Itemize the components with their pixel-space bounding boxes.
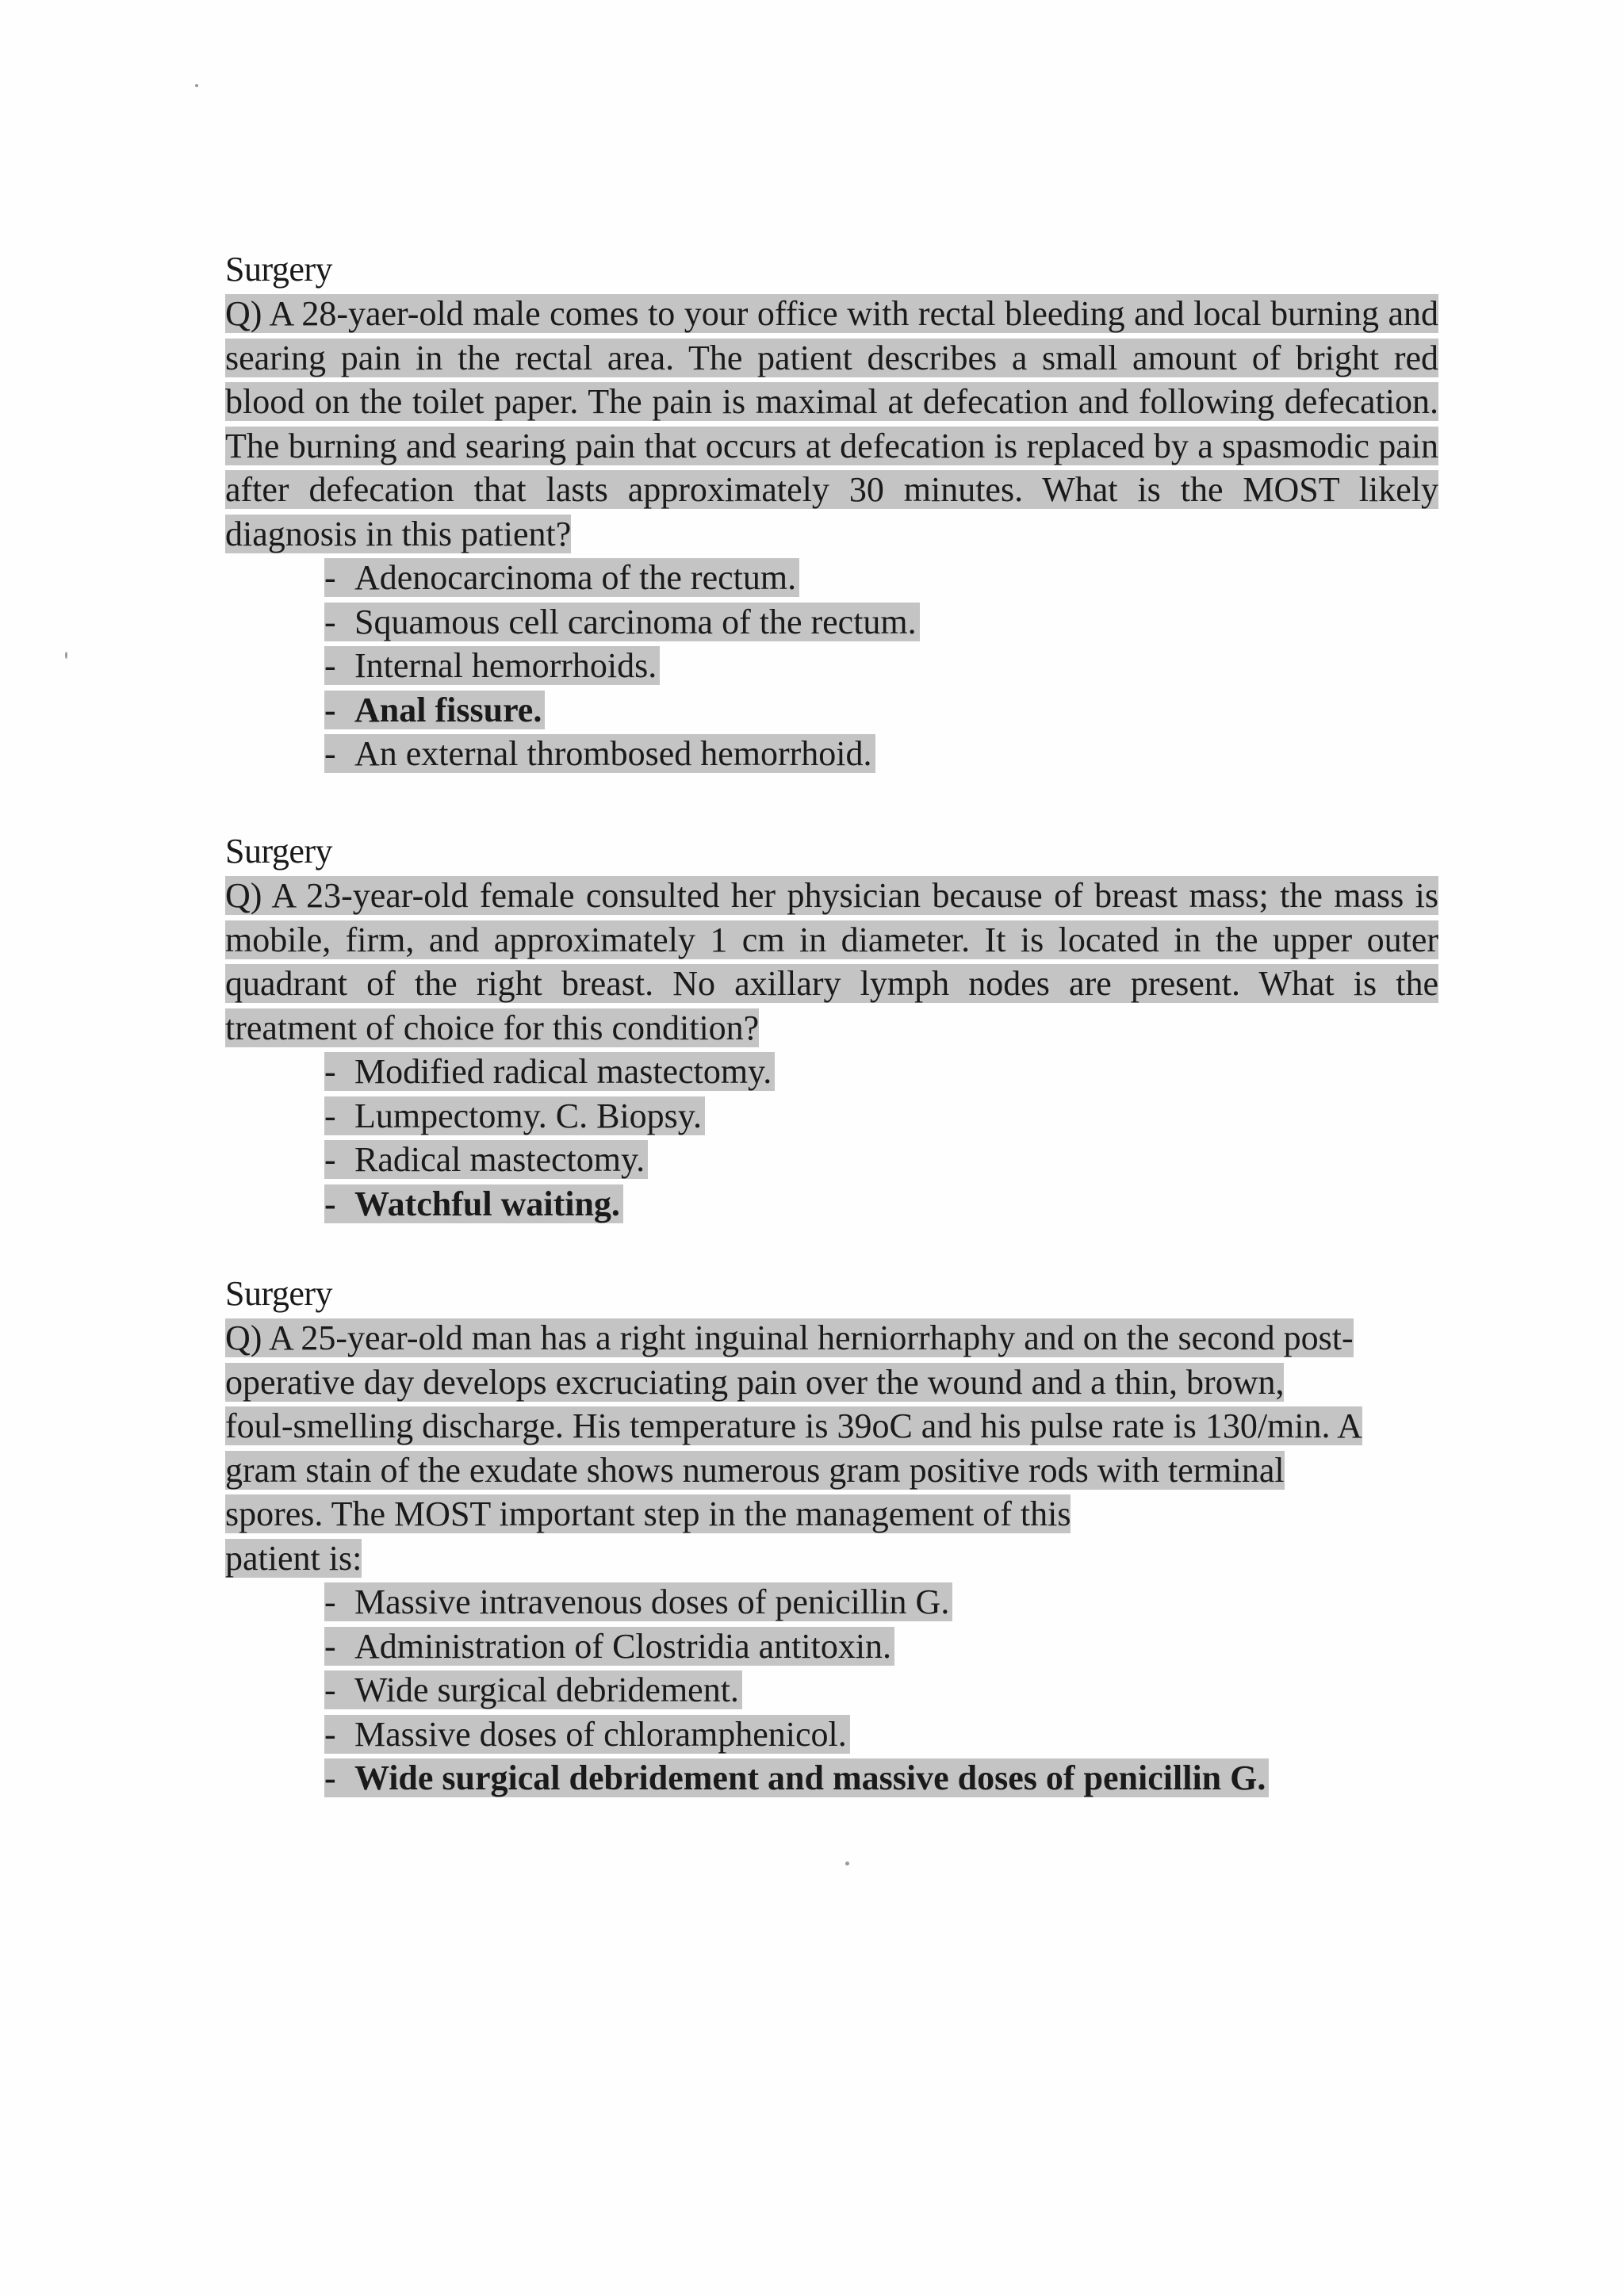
option-dash: - [324, 690, 336, 729]
question-stem-text: Q) A 23-year-old female consulted her physician because of breast mass; the mass is mobile, firm, and approximately 1 cm in diameter. It is located in the upper outer quadrant of the right breast. No axillary lymph nodes are present. What is the treatment of choice for this condition? [225, 876, 1438, 1047]
answer-option [324, 1050, 1438, 1094]
option-dash: - [324, 1140, 336, 1179]
question-subject: Surgery [225, 832, 333, 871]
answer-option [324, 1580, 1438, 1624]
question-stem-line: gram stain of the exudate shows numerous gram positive rods with terminal [225, 1450, 1285, 1490]
option-dash: - [324, 734, 336, 773]
answer-option [324, 556, 1438, 600]
option-dash: - [324, 1670, 336, 1709]
question-stem-text: Q) A 28-yaer-old male comes to your office with rectal bleeding and local burning and searing pain in the rectal area. The patient describes a small amount of bright red blood on the toilet paper. The pain is maximal at defecation and following defecation. The burning and searing pain that occurs at defecation is replaced by a spasmodic pain after defecation that lasts approximately 30 minutes. What is the MOST likely diagnosis in this patient? [225, 294, 1438, 553]
question-3 [225, 1272, 1438, 1800]
option-dash: - [324, 1096, 336, 1135]
answer-options [324, 1580, 1438, 1800]
option-text: Administration of Clostridia antitoxin. [354, 1626, 892, 1666]
option-dash: - [324, 558, 336, 597]
answer-option [324, 1624, 1438, 1669]
question-stem-line: foul-smelling discharge. His temperature is 39oC and his pulse rate is 130/min. A [225, 1406, 1362, 1445]
option-text: Wide surgical debridement and massive doses of penicillin G. [354, 1758, 1266, 1797]
option-text: Modified radical mastectomy. [354, 1052, 772, 1091]
answer-options [324, 556, 1438, 776]
scan-speck [195, 84, 198, 87]
answer-option-correct [324, 1182, 1438, 1226]
question-stem-line: patient is: [225, 1538, 362, 1578]
question-stem [225, 292, 1438, 556]
question-2 [225, 829, 1438, 1226]
answer-option [324, 644, 1438, 688]
option-text: Watchful waiting. [354, 1184, 620, 1223]
option-text: Adenocarcinoma of the rectum. [354, 558, 797, 597]
option-dash: - [324, 1626, 336, 1666]
answer-options [324, 1050, 1438, 1226]
answer-option [324, 1668, 1438, 1712]
option-dash: - [324, 1758, 336, 1797]
answer-option [324, 1138, 1438, 1182]
question-stem-line: Q) A 25-year-old man has a right inguinal herniorrhaphy and on the second post- [225, 1318, 1354, 1357]
option-text: An external thrombosed hemorrhoid. [354, 734, 872, 773]
question-stem-line: spores. The MOST important step in the management of this [225, 1494, 1071, 1533]
option-dash: - [324, 1714, 336, 1754]
option-text: Radical mastectomy. [354, 1140, 645, 1179]
question-stem [225, 874, 1438, 1050]
option-dash: - [324, 1184, 336, 1223]
option-text: Wide surgical debridement. [354, 1670, 739, 1709]
question-1 [225, 247, 1438, 776]
option-text: Internal hemorrhoids. [354, 646, 657, 685]
option-text: Massive doses of chloramphenicol. [354, 1714, 847, 1754]
question-stem-line: operative day develops excruciating pain over the wound and a thin, brown, [225, 1362, 1285, 1402]
question-subject: Surgery [225, 1274, 333, 1313]
option-dash: - [324, 646, 336, 685]
option-dash: - [324, 602, 336, 641]
option-text: Squamous cell carcinoma of the rectum. [354, 602, 917, 641]
question-subject: Surgery [225, 250, 333, 289]
answer-option-correct [324, 688, 1438, 733]
answer-option [324, 732, 1438, 776]
question-stem [225, 1316, 1423, 1580]
answer-option [324, 1712, 1438, 1757]
answer-option-correct [324, 1756, 1438, 1800]
option-dash: - [324, 1582, 336, 1621]
option-text: Lumpectomy. C. Biopsy. [354, 1096, 702, 1135]
answer-option [324, 600, 1438, 645]
option-text: Anal fissure. [354, 690, 542, 729]
option-dash: - [324, 1052, 336, 1091]
answer-option [324, 1094, 1438, 1138]
option-text: Massive intravenous doses of penicillin G. [354, 1582, 950, 1621]
scan-speck [845, 1862, 849, 1866]
scan-speck [65, 652, 67, 659]
